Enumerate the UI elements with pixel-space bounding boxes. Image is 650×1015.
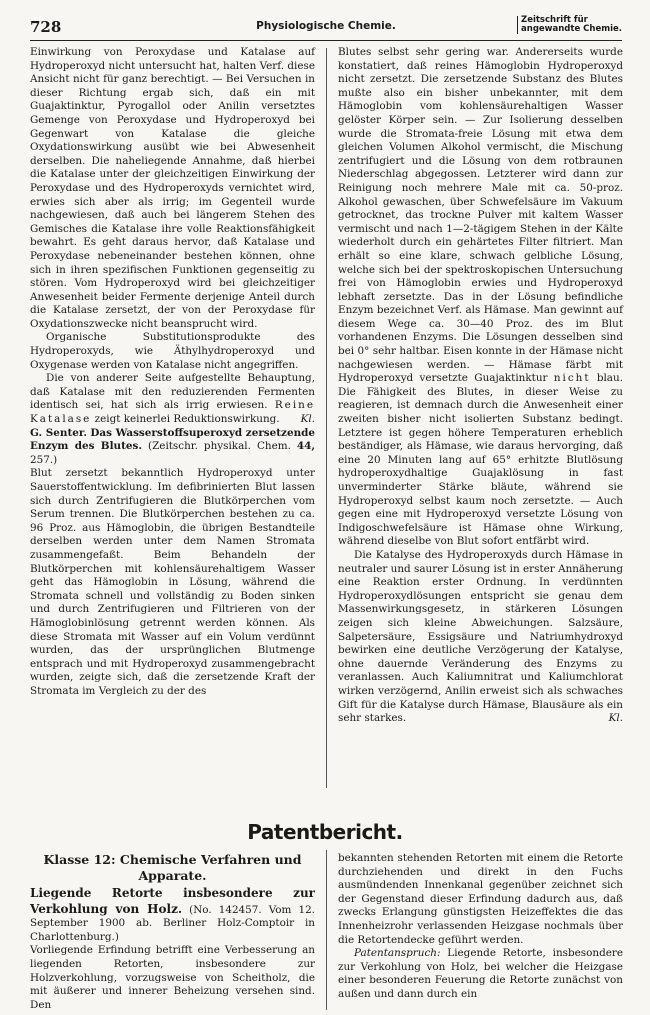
paragraph-text: zeigt keinerlei Reduktionswirkung.: [94, 413, 280, 426]
article-page: 257.): [30, 453, 58, 466]
paragraph: [338, 549, 623, 726]
paragraph-text: Die von anderer Seite aufgestellte Behauptung, daß Katalase mit den reduzierenden Fermenten identisch sei, hat sich als irrig erwiesen.: [30, 372, 315, 412]
column-divider: [326, 850, 327, 1010]
right-column: [338, 46, 623, 726]
journal-title-line2: angewandte Chemie.: [521, 24, 622, 34]
emphasized-text: Reine Katalase: [30, 399, 315, 426]
paragraph: Blut zersetzt bekanntlich Hydroperoxyd unter Sauerstoffentwicklung. Im defibrinierten Blut lassen sich durch Zentrifugieren die Blutkörperchen vom Serum trennen. Die Blutkörperchen bestehen zu ca. 96 Proz. aus Hämoglobin, die übrigen Bestandteile derselben werden unter dem Namen Stromata zusammengefaßt. Beim Behandeln der Blutkörperchen mit kohlensäurehaltigem Wasser geht das Hämoglobin in Lösung, während die Stromata schnell und vollständig zu Boden sinken und durch Zentrifugieren und Filtrieren von der Hämoglobinlösung getrennt werden können. Als diese Stromata mit Wasser auf ein Volum verdünnt wurden, das der ursprünglichen Blutmenge entsprach und mit Hydroperoxyd zusammengebracht wurden, zeigte sich, daß die zersetzende Kraft der Stromata im Vergleich zu der des: [30, 467, 315, 697]
left-column: [30, 46, 315, 699]
page-header: [30, 15, 622, 41]
author-signature: Kl.: [608, 712, 623, 725]
paragraph: [338, 46, 623, 549]
claim-label: Patentanspruch:: [354, 947, 441, 960]
page-number: 728: [30, 18, 62, 36]
section-heading: Patentbericht.: [247, 820, 403, 844]
paragraph: bekannten stehenden Retorten mit einem die Retorte durchziehenden und direkt in den Fuchs ausmündenden Innenkanal gegenüber zeichnet sich der Gegenstand dieser Erfindung dadurch aus, daß zwecks Erlangung günstigsten Heizeffektes die das Innenheizrohr verlassenden Heizgase nochmals über die Retortendecke geführt werden.: [338, 852, 623, 946]
patent-subtitle: Liegende Retorte insbesondere zur Verkohlung von Holz.: [30, 886, 315, 916]
article-reference: (Zeitschr. physikal. Chem.: [148, 440, 291, 453]
running-title: Physiologische Chemie.: [256, 20, 396, 32]
class-heading: Klasse 12: Chemische Verfahren und Apparate.: [43, 852, 302, 883]
paragraph-text: Blutes selbst sehr gering war. Andererseits wurde konstatiert, daß reines Hämoglobin Hydroperoxyd nicht zersetzt. Die zersetzende Substanz des Blutes mußte also ein bisher unbekannter, mit dem Hämoglobin vom kohlensäurehaltigen Wasser gelöster Körper sein. — Zur Isolierung desselben wurde die Stromata-freie Lösung mit etwa dem gleichen Volumen Alkohol vermischt, die Mischung zentrifugiert und die Lösung von dem rotbraunen Niederschlag abgegossen. Letzterer wird dann zur Reinigung noch mehrere Male mit ca. 50-proz. Alkohol gewaschen, über Schwefelsäure im Vakuum getrocknet, das trockne Pulver mit kaltem Wasser vermischt und nach 1—2-tägigem Stehen in der Kälte wiederholt durch ein gehärtetes Filter filtriert. Man erhält so eine klare, schwach gelbliche Lösung, welche sich bei der spektroskopischen Untersuchung frei von Hämoglobin erwies und Hydroperoxyd lebhaft zersetzte. Das in der Lösung befindliche Enzym bezeichnet Verf. als Hämase. Man gewinnt auf diesem Wege ca. 30—40 Proz. des im Blut vorhandenen Enzyms. Die Lösungen desselben sind bei 0° sehr haltbar. Eisen konnte in der Hämase nicht nachgewiesen werden. — Hämase färbt mit Hydroperoxyd versetzte Guajaktinktur: [338, 46, 623, 385]
paragraph-text: Die Katalyse des Hydroperoxyds durch Hämase in neutraler und saurer Lösung ist in erster Annäherung eine Reaktion erster Ordnung. In verdünnten Hydroperoxydlösungen entspricht sie genau dem Massenwirkungsgesetz, in stärkeren Lösungen zeigen sich kleine Abweichungen. Salzsäure, Salpetersäure, Essigsäure und Natriumhydroxyd bewirken eine deutliche Verzögerung der Katalyse, ohne dauernde Veränderung des Enzyms zu veranlassen. Auch Kaliumnitrat und Kaliumchlorat wirken verzögernd, Anilin erweist sich als schwaches Gift für die Katalyse durch Hämase, Blausäure als ein sehr starkes.: [338, 548, 623, 725]
article-author: G. Senter.: [30, 426, 87, 439]
article-title: Das Wasserstoffsuperoxyd zersetzende Enzym des Blutes.: [30, 426, 315, 453]
paragraph: [30, 372, 315, 426]
article-volume: 44,: [296, 440, 315, 453]
patent-title-block: [30, 886, 315, 944]
journal-title: [517, 16, 622, 34]
emphasized-text: nicht: [553, 372, 591, 385]
patent-claim: [338, 947, 623, 1001]
paragraph-text: blau. Die Fähigkeit des Blutes, in dieser Weise zu reagieren, ist demnach durch die Anwesenheit einer zweiten bisher nicht isolierten Substanz bedingt. Letztere ist gegen höhere Temperaturen erheblich beständiger, als Hämase, wie daraus hervorging, daß eine 20 Minuten lang auf 65° erhitzte Blutlösung hydroperoxydhaltige Guajaklösung in fast unverminderter Stärke bläute, während sie Hydroperoxyd selbst kaum noch zersetzte. — Auch gegen eine mit Hydroperoxyd versetzte Lösung von Indigoschwefelsäure ist Hämase ohne Wirkung, während dieselbe von Blut sofort entfärbt wird.: [338, 372, 623, 548]
paragraph: Vorliegende Erfindung betrifft eine Verbesserung an liegenden Retorten, insbesondere zur Holzverkohlung, vorzugsweise von Scheitholz, die mit äußerer und innerer Beheizung versehen sind. Den: [30, 944, 315, 1011]
patent-right-column: [338, 852, 623, 1002]
patent-left-column: [30, 852, 315, 1012]
paragraph: Einwirkung von Peroxydase und Katalase auf Hydroperoxyd nicht untersucht hat, halten Verf. diese Ansicht nicht für ganz berechtigt. — Bei Versuchen in dieser Richtung ergab sich, daß ein mit Guajaktinktur, Pyrogallol oder Anilin versetztes Gemenge von Peroxydase und Hydroperoxyd bei Gegenwart von Katalase die gleiche Oxydationswirkung ausübt wie bei Abwesenheit derselben. Die naheliegende Annahme, daß hierbei die Katalase unter der gleichzeitigen Einwirkung der Peroxydase und des Hydroperoxyds vernichtet wird, erwies sich aber als irrig; im Gegenteil wurde nachgewiesen, daß auch bei längerem Stehen des Gemisches die Katalase ihre volle Reaktionsfähigkeit bewahrt. Es geht daraus hervor, daß Katalase und Peroxydase nebeneinander bestehen können, ohne sich in ihren spezifischen Funktionen gegenseitig zu stören. Vom Hydroperoxyd wird bei gleichzeitiger Anwesenheit beider Fermente derjenige Anteil durch die Katalase zersetzt, der von der Peroxydase für Oxydationszwecke nicht beansprucht wird.: [30, 46, 315, 330]
patent-info: (No. 142457. Vom 12. September 1900 ab. Berliner Holz-Comptoir in Charlottenburg.): [30, 903, 315, 943]
journal-title-line1: Zeitschrift für: [521, 15, 588, 25]
column-divider: [326, 48, 327, 788]
author-signature: Kl.: [300, 413, 315, 426]
claim-text: Liegende Retorte, insbesondere zur Verkohlung von Holz, bei welcher die Heizgase einer besonderen Feuerung die Retorte zunächst von außen und dann durch ein: [338, 947, 623, 1000]
paragraph: Organische Substitutionsprodukte des Hydroperoxyds, wie Äthylhydroperoxyd und Oxygenase werden von Katalase nicht angegriffen.: [30, 331, 315, 371]
article-heading: [30, 427, 315, 468]
